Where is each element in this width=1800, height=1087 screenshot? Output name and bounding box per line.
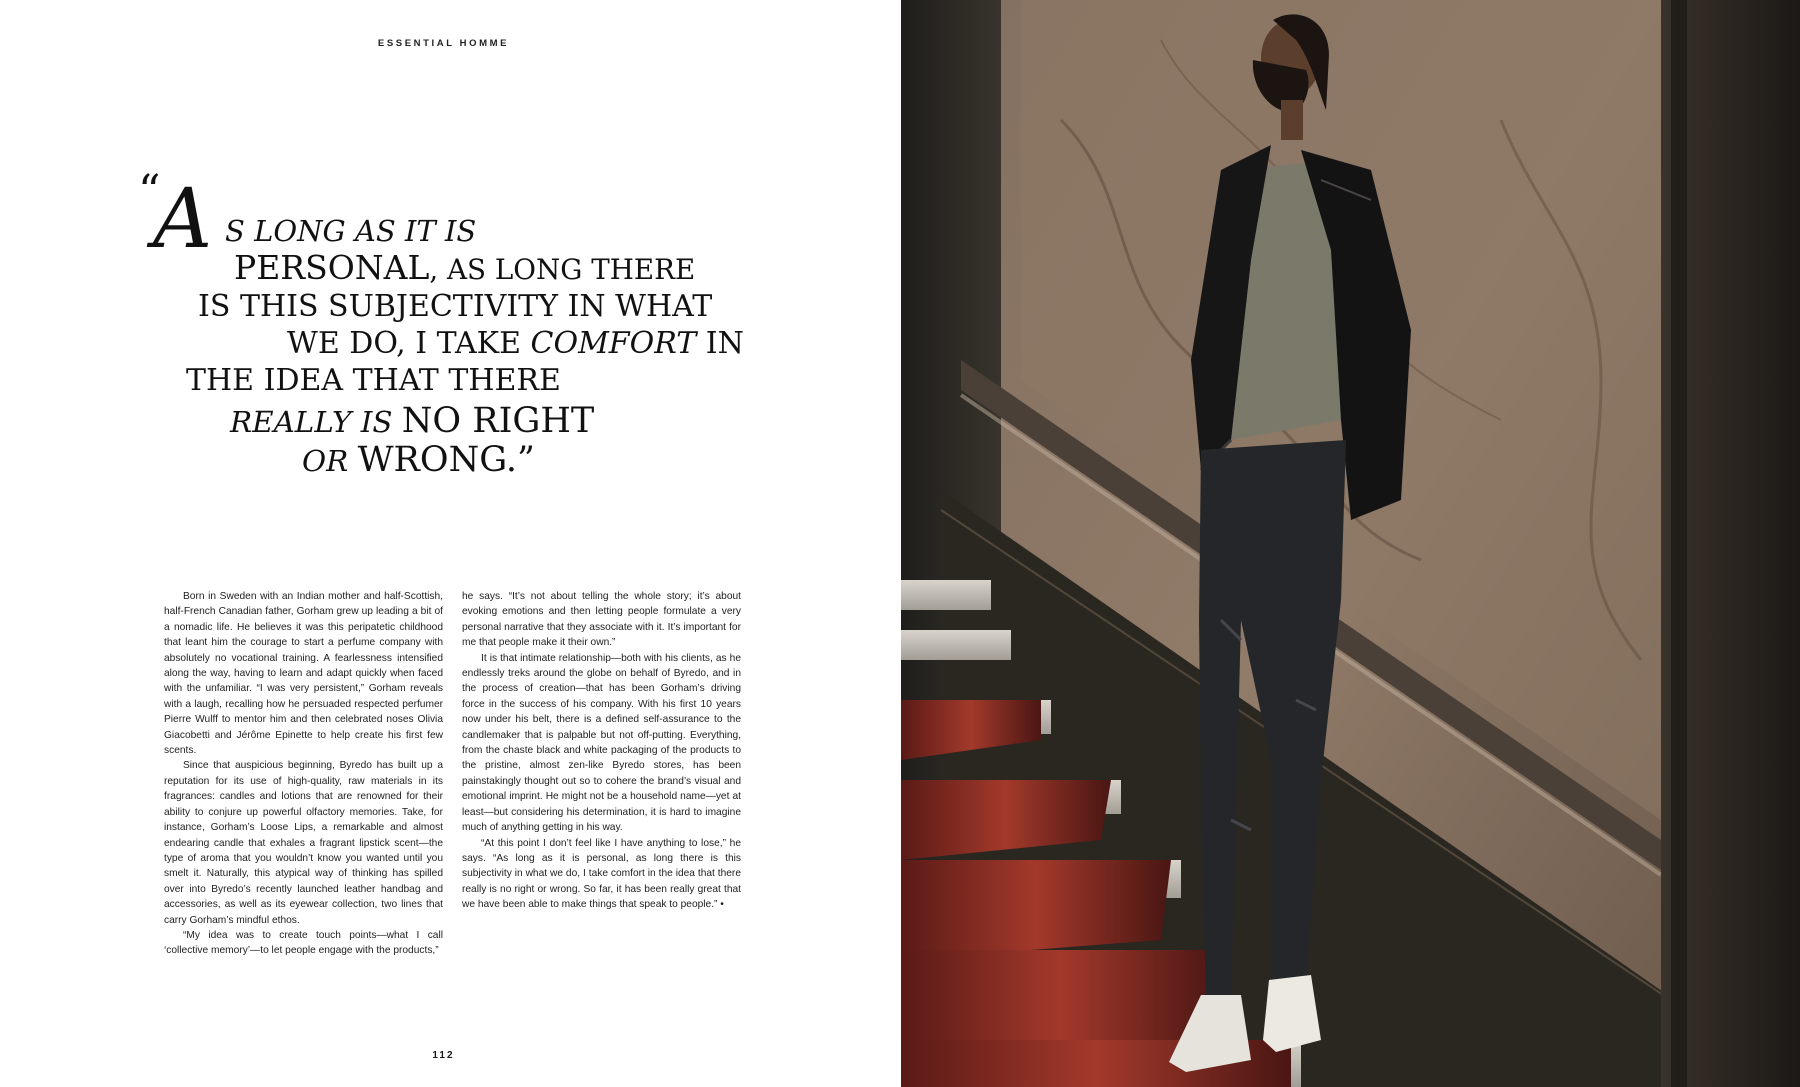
pull-quote-line-4 — [287, 326, 744, 361]
paragraph: “At this point I don’t feel like I have anything to lose,” he says. “As long as it is personal, as long there is this subjectivity in what we do, I take comfort in the idea that there really is no right or wrong. So far, it has been really great that we have been able to make things that speak to people.” • — [462, 837, 741, 911]
portrait-photo — [901, 0, 1800, 1087]
open-quote-mark: “ — [138, 166, 161, 217]
section-header: ESSENTIAL HOMME — [377, 38, 510, 49]
pull-quote-line-4c: IN — [696, 326, 744, 361]
pull-quote — [0, 0, 901, 520]
pull-quote-line-3: IS THIS SUBJECTIVITY IN WHAT — [198, 289, 713, 324]
pull-quote-line-4a: WE DO, I TAKE — [287, 326, 531, 361]
paragraph: “My idea was to create touch points—what I call ‘collective memory’—to let people engage with the products,” — [164, 929, 443, 957]
portrait-photo-illustration — [901, 0, 1800, 1087]
article-column-1 — [164, 589, 443, 959]
paragraph: Since that auspicious beginning, Byredo has built up a reputation for its use of high-quality, raw materials in its fragrances: candles and lotions that are renowned for their ability to conjure up powerful olfactory memories. Take, for instance, Gorham’s Loose Lips, a remarkable and almost endearing candle that exhales a fragrant lipstick scent—the type of aroma that you wouldn’t know you wanted until you smelt it. Naturally, this atypical way of thinking has spilled over into Byredo’s recently launched leather handbag and accessories, as well as its eyewear collection, two lines that carry Gorham’s mindful ethos. — [164, 760, 443, 926]
pull-quote-line-2 — [234, 248, 696, 287]
pull-quote-or: OR — [302, 444, 358, 478]
pull-quote-line-1: S LONG AS IT IS — [225, 214, 477, 248]
pull-quote-comfort: COMFORT — [530, 326, 697, 361]
pull-quote-wrong: WRONG.” — [357, 440, 535, 480]
pull-quote-really-is: REALLY IS — [230, 405, 402, 439]
page-number: 112 — [432, 1050, 455, 1061]
pull-quote-line-7 — [302, 440, 535, 480]
paragraph: It is that intimate relationship—both with his clients, as he endlessly treks around the globe on behalf of Byredo, and in the process of creation—that has been Gorham’s driving force in the success of his company. With his first 10 years now under his belt, there is a defined self-assurance to the candlemaker that is palpable but not off-putting. Everything, from the chaste black and white packaging of the products to the pristine, almost zen-like Byredo stores, has been painstakingly thought out so to cohere the brand’s visual and emotional imprint. He might not be a household name—yet at least—but considering his determination, it is hard to imagine much of anything getting in his way. — [462, 652, 741, 834]
pull-quote-line-5: THE IDEA THAT THERE — [186, 363, 561, 398]
pull-quote-personal: PERSONAL — [234, 248, 430, 287]
paragraph: he says. “It’s not about telling the whole story; it’s about evoking emotions and then letting people formulate a very personal narrative that they associate with it. It’s important for me that people make it their own.” — [462, 591, 741, 649]
pull-quote-line-6 — [230, 401, 595, 441]
article-column-2 — [462, 589, 741, 913]
pull-quote-no-right: NO RIGHT — [401, 401, 595, 441]
paragraph: Born in Sweden with an Indian mother and half-Scottish, half-French Canadian father, Gorham grew up leading a bit of a nomadic life. He believes it was this peripatetic childhood that leant him the courage to start a perfume company with absolutely no vocational training. A fearlessness intensified along the way, having to learn and adapt quickly when faced with the unfamiliar. “I was very persistent,” Gorham reveals with a laugh, recalling how he persuaded respected perfumer Pierre Wulff to mentor him and then celebrated noses Olivia Giacobetti and Jérôme Epinette to help create his first few scents. — [164, 591, 443, 757]
drop-letter: A — [153, 172, 213, 267]
pull-quote-line-2-rest: , AS LONG THERE — [429, 253, 696, 286]
